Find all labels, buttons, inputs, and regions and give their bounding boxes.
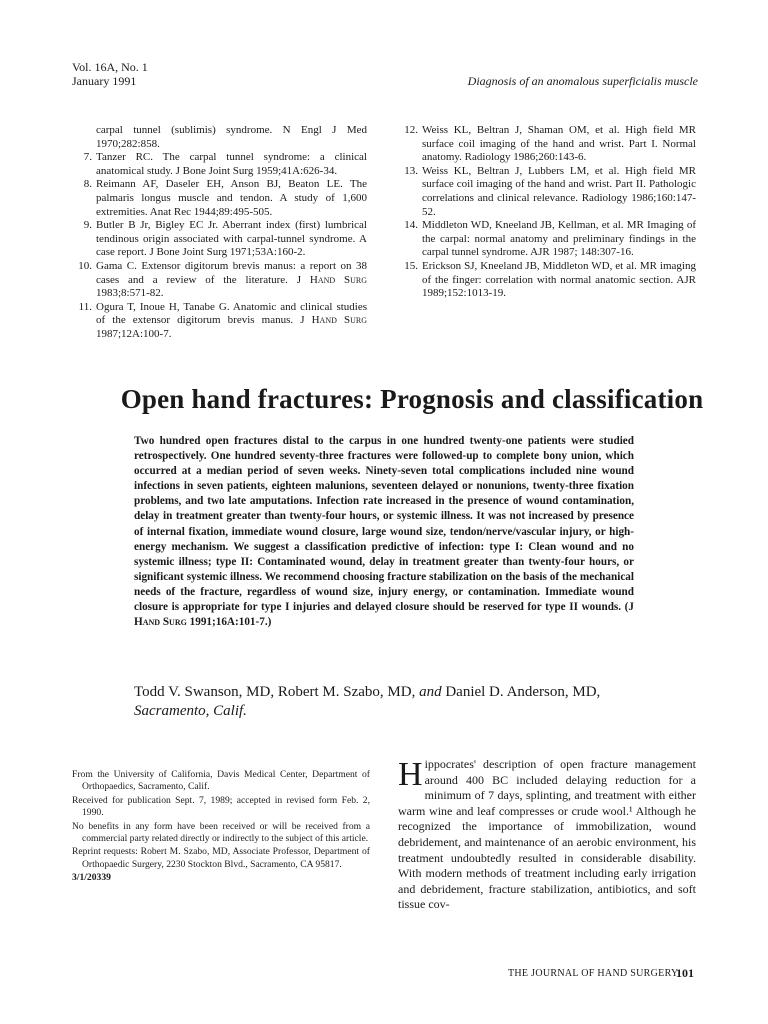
affiliation-note: From the University of California, Davis Medical Center, Department of Orthopaedics, Sacramento, Calif.: [72, 769, 370, 793]
page-number: 101: [676, 966, 694, 980]
references-right-column: [398, 124, 696, 301]
running-title: Diagnosis of an anomalous superficialis muscle: [467, 74, 698, 88]
footer-journal-name: THE JOURNAL OF HAND SURGERY: [508, 968, 679, 979]
drop-cap: H: [398, 756, 423, 793]
reference-item: 9. Butler B Jr, Bigley EC Jr. Aberrant index (first) lumbrical tendinous origin associated with carpal-tunnel syndrome. A case report. J Bone Joint Surg 1971;53A:160-2.: [83, 219, 367, 259]
reference-item: 7. Tanzer RC. The carpal tunnel syndrome: a clinical anatomical study. J Bone Joint Surg 1959;41A:626-34.: [83, 151, 367, 177]
received-note: Received for publication Sept. 7, 1989; accepted in revised form Feb. 2, 1990.: [72, 794, 370, 819]
issue-date: January 1991: [72, 74, 137, 88]
reference-item: 10. Gama C. Extensor digitorum brevis manus: a report on 38 cases and a review of the literature. J Hand Surg 1983;8:571-82.: [78, 259, 367, 300]
volume-number: Vol. 16A, No. 1: [72, 60, 148, 74]
reference-item: 8. Reimann AF, Daseler EH, Anson BJ, Beaton LE. The palmaris longus muscle and tendon. A study of 1,600 extremities. Anat Rec 1944;89:495-505.: [83, 178, 367, 218]
author-block: [134, 683, 694, 721]
article-title: Open hand fractures: Prognosis and classification: [120, 384, 704, 414]
reference-item: 12. Weiss KL, Beltran J, Shaman OM, et al. High field MR surface coil imaging of the hand and wrist. Part I. Normal anatomy. Radiology 1986;260:143-6.: [404, 124, 696, 164]
running-header-left: [72, 60, 148, 88]
body-paragraph: Hippocrates' description of open fracture management around 400 BC included delaying reduction for a minimum of 7 days, splinting, and treatment with either warm wine and leaf compresses or crude wool.¹ Although he recognized the importance of immobilization, wound debridement, and maintenance of an aerobic environment, his treatment undoubtedly resulted in considerable disability. With modern methods of treatment including early irrigation and debridement, fracture stabilization, antibiotics, and soft tissue cov-: [398, 756, 696, 912]
author-location: Sacramento, Calif.: [134, 703, 247, 719]
benefits-note: No benefits in any form have been received or will be received from a commercial party related directly or indirectly to the subject of this article.: [72, 820, 370, 845]
reprint-note: Reprint requests: Robert M. Szabo, MD, Associate Professor, Department of Orthopaedic Surgery, 2230 Stockton Blvd., Sacramento, CA 95817.: [72, 846, 370, 870]
references-left-column: [72, 124, 367, 342]
reference-item: 11. Ogura T, Inoue H, Tanabe G. Anatomic and clinical studies of the extensor digitorum brevis manus. J Hand Surg 1987;12A:100-7.: [78, 300, 367, 340]
reference-item: 14. Middleton WD, Kneeland JB, Kellman, et al. MR Imaging of the carpal: normal anatomy and preliminary findings in the carpal tunnel syndrome. AJR 1987; 148:307-16.: [404, 219, 696, 259]
author-names: Todd V. Swanson, MD, Robert M. Szabo, MD, and Daniel D. Anderson, MD,: [134, 684, 601, 700]
article-code: 3/1/20339: [72, 872, 111, 884]
reference-item: carpal tunnel (sublimis) syndrome. N Engl J Med 1970;282:858.: [96, 124, 367, 150]
abstract: Two hundred open fractures distal to the carpus in one hundred twenty-one patients were studied retrospectively. One hundred seventy-three fractures were followed-up to complete bony union, which occurred at a median period of seven weeks. Ninety-seven total complications included nine wound infections in seven patients, eighteen malunions, seventeen delayed or nonunions, twenty-three fixation problems, and two late amputations. Infection rate increased in the presence of wound contamination, delay in treatment greater than twenty-four hours, or systemic illness. It was not increased by presence of internal fixation, immediate wound closure, large wound size, tendon/nerve/vascular injury, or high-energy mechanism. We suggest a classification predictive of infection: type I: Clean wound and no systemic illness; type II: Contaminated wound, delay in treatment greater than twenty-four hours, or significant systemic illness. We recommend choosing fracture stabilization on the basis of the mechanical needs of the fracture, regardless of wound size, injury energy, or contamination. Immediate wound closure is appropriate for type I injuries and delayed closure should be reserved for type II wounds. (J Hand Surg 1991;16A:101-7.): [134, 435, 634, 629]
affiliation-footnotes: [72, 769, 370, 886]
reference-item: 15. Erickson SJ, Kneeland JB, Middleton WD, et al. MR imaging of the finger: correlation with normal anatomic section. AJR 1989;152:1013-19.: [404, 259, 696, 300]
reference-item: 13. Weiss KL, Beltran J, Lubbers LM, et al. High field MR surface coil imaging of the hand and wrist. Part II. Pathologic correlations and clinical relevance. Radiology 1986;160:147-52.: [404, 164, 696, 218]
